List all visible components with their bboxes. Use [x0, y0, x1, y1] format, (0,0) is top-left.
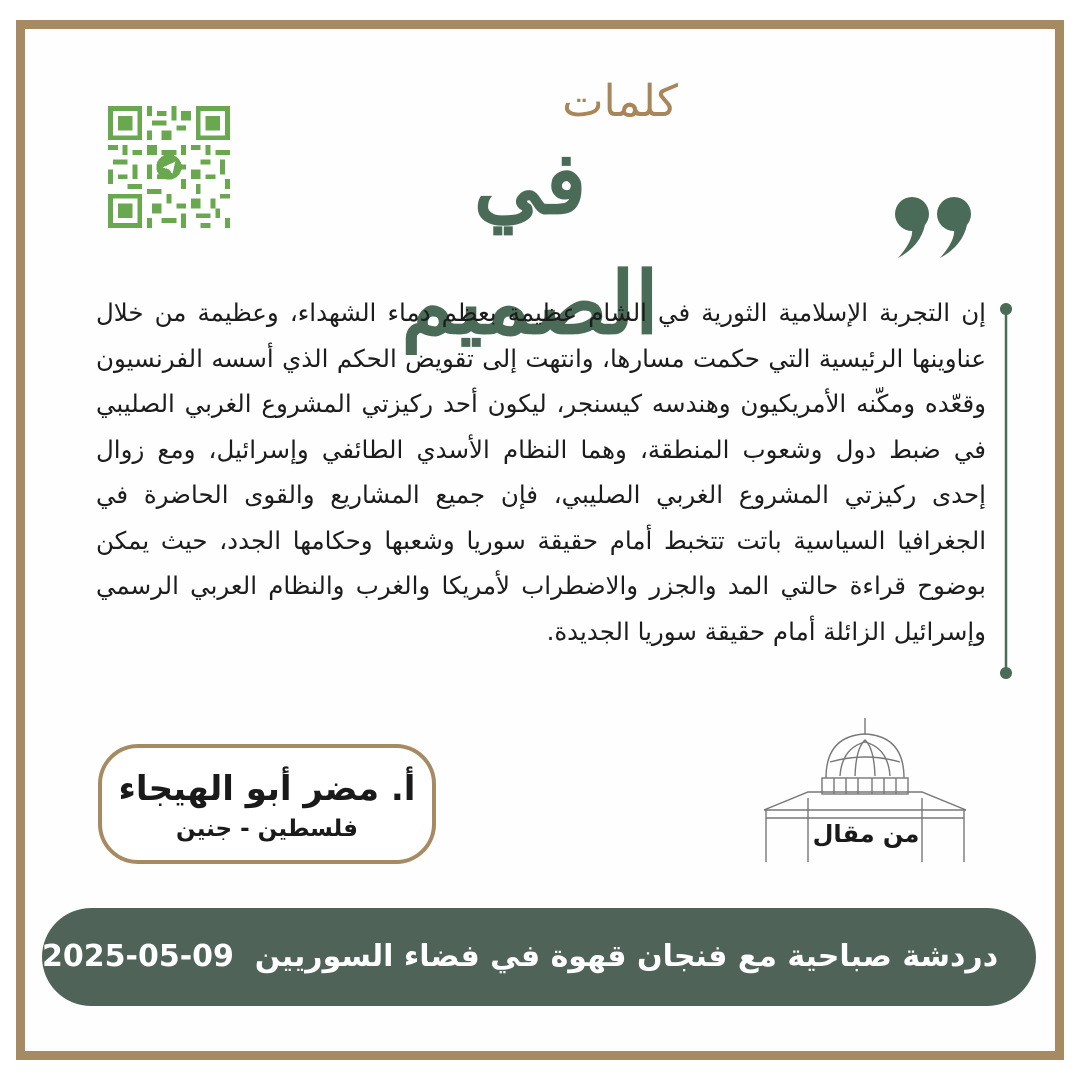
footer-title: دردشة صباحية مع فنجان قهوة في فضاء السوريين	[254, 939, 999, 974]
logo-title: في الصميم	[401, 133, 659, 354]
quote-mark-icon	[890, 192, 980, 264]
author-name: أ. مضر أبو الهيجاء	[118, 769, 416, 809]
author-location: فلسطين - جنين	[176, 816, 358, 842]
logo-subtitle: كلمات	[562, 76, 678, 127]
footer-date: 2025-05-09	[42, 939, 234, 974]
author-card	[98, 744, 436, 864]
source-label: من مقال	[812, 820, 920, 848]
footer-bar	[42, 908, 1036, 1006]
qr-code-icon[interactable]	[108, 106, 230, 228]
article-text: إن التجربة الإسلامية الثورية في الشام عظيمة بعظم دماء الشهداء، وعظيمة من خلال عناوينها الرئيسية التي حكمت مسارها، وانتهت إلى تقويض الحكم الذي أسسه الفرنسيون وقعّده ومكّنه الأمريكيون وهندسه كيسنجر، ليكون أحد ركيزتي المشروع الغربي الصليبي في ضبط دول وشعوب المنطقة، وهما النظام الأسدي الطائفي وإسرائيل، ومع زوال إحدى ركيزتي المشروع الغربي الصليبي، فإن جميع المشاريع والقوى الحاضرة في الجغرافيا السياسية باتت تتخبط أمام حقيقة سوريا وشعبها وحكامها الجدد، حيث يمكن بوضوح قراءة حالتي المد والجزر والاضطراب لأمريكا والغرب والنظام العربي الرسمي وإسرائيل الزائلة أمام حقيقة سوريا الجديدة.	[96, 298, 986, 646]
accent-line	[999, 302, 1013, 680]
footer-text	[42, 908, 999, 1006]
